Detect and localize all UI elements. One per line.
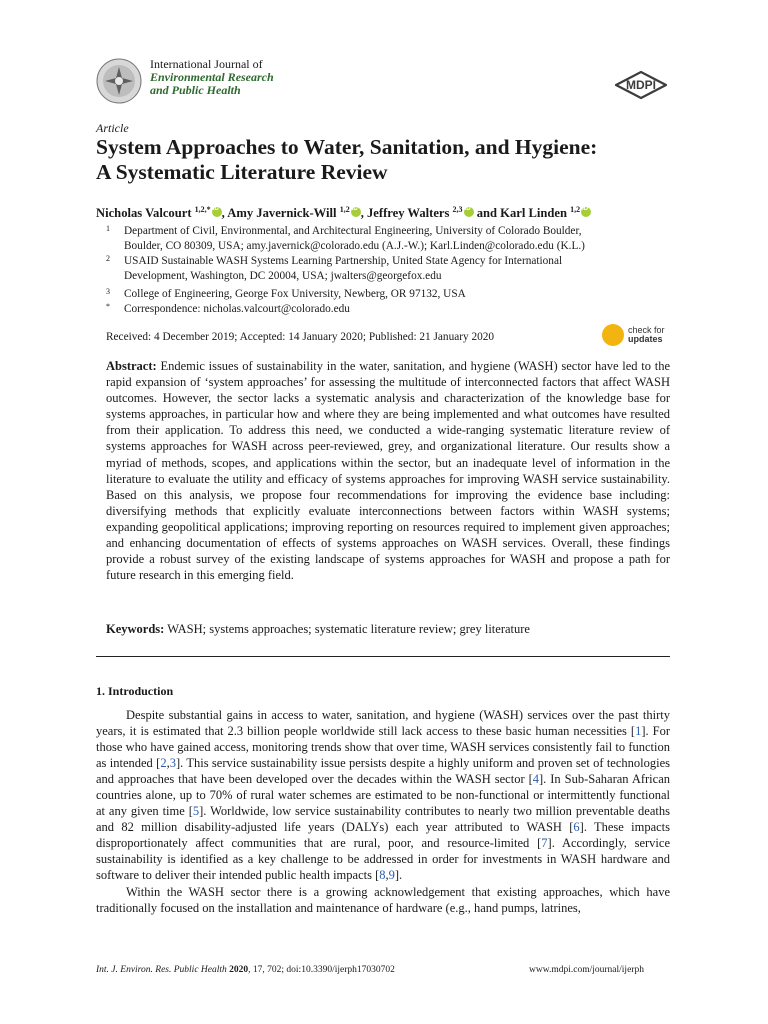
author-list: [96, 205, 591, 221]
author-name: Karl Linden: [500, 206, 571, 221]
text-run: ,: [385, 868, 389, 883]
citation-link[interactable]: 7: [541, 836, 548, 851]
affiliation-line: Boulder, CO 80309, USA; amy.javernick@colorado.edu (A.J.-W.); Karl.Linden@colorado.edu (K.L.): [124, 240, 585, 252]
text-run: Despite substantial gains in access to water, sanitation, and hygiene (WASH) services over the past thirty years, it is estimated that 2.3 billion people worldwide still lack access to these basic human necessities [: [96, 708, 670, 739]
text-run: ,: [166, 756, 170, 771]
author-name: Jeffrey Walters: [366, 206, 453, 221]
journal-name-line1: International Journal of: [150, 57, 263, 71]
citation-link[interactable]: 3: [169, 756, 176, 771]
body-paragraph: [96, 884, 670, 916]
affiliation-line: USAID Sustainable WASH Systems Learning Partnership, United State Agency for International: [124, 255, 563, 267]
check-updates-line1: check for: [628, 325, 665, 335]
mdpi-logo: [612, 70, 670, 100]
journal-logo: [96, 58, 142, 104]
orcid-icon[interactable]: [351, 207, 361, 217]
publication-dates: Received: 4 December 2019; Accepted: 14 January 2020; Published: 21 January 2020: [106, 331, 495, 343]
author-affiliation-mark: 1,2,*: [194, 205, 211, 214]
affiliation-number: 3: [106, 287, 110, 296]
journal-name-line2: Environmental Research: [150, 70, 274, 84]
journal-name-line3: and Public Health: [150, 83, 241, 97]
citation-link[interactable]: 1: [635, 724, 642, 739]
affiliation-text: [124, 302, 684, 317]
affiliation-number: 2: [106, 254, 110, 263]
citation-link[interactable]: 4: [532, 772, 539, 787]
affiliation-number: 1: [106, 224, 110, 233]
affiliation-line: Development, Washington, DC 20004, USA; jwalters@georgefox.edu: [124, 270, 442, 282]
orcid-icon[interactable]: [581, 207, 591, 217]
footer-journal: Int. J. Environ. Res. Public Health: [96, 965, 227, 975]
text-run: ]. Worldwide, low service sustainability contributes to nearly two million preventable deaths and 82 million disability-adjusted life years (DALYs) each year attributed to WASH [: [96, 804, 670, 835]
citation-link[interactable]: 8: [379, 868, 386, 883]
orcid-icon[interactable]: [212, 207, 222, 217]
affiliation-text: [124, 224, 684, 254]
article-title: [96, 135, 696, 184]
text-run: ]. These impacts disproportionately affect communities that are rural, poor, and resource-limited [: [96, 820, 670, 851]
author-affiliation-mark: 1,2: [339, 205, 350, 214]
affiliation-line: Correspondence: nicholas.valcourt@colorado.edu: [124, 303, 350, 315]
citation-link[interactable]: 2: [160, 756, 167, 771]
citation-link[interactable]: 9: [388, 868, 395, 883]
affiliation-line: College of Engineering, George Fox University, Newberg, OR 97132, USA: [124, 288, 466, 300]
check-updates-icon: [602, 324, 624, 346]
author-affiliation-mark: 2,3: [452, 205, 463, 214]
abstract: [106, 358, 670, 583]
text-run: ]. This service sustainability issue persists despite a highly uniform and proven set of technologies and approaches that have been developed over the decades within the WASH sector [: [96, 756, 670, 787]
section-divider: [96, 656, 670, 657]
check-updates-line2: updates: [628, 334, 663, 344]
article-type: Article: [96, 121, 129, 135]
article-title-line1: System Approaches to Water, Sanitation, and Hygiene:: [96, 135, 598, 159]
text-run: ]. For those who have gained access, monitoring trends show that over time, WASH services consistently fail to function as intended [: [96, 724, 671, 771]
text-run: ].: [394, 868, 403, 883]
affiliation-text: [124, 287, 684, 302]
keywords-label: Keywords:: [106, 622, 165, 636]
text-run: ]. Accordingly, service sustainability is identified as a key challenge to be addressed in order for investments in WASH hardware and software to deliver their intended public health impacts [: [96, 836, 670, 883]
footer-citation: [96, 965, 395, 975]
article-title-line2: A Systematic Literature Review: [96, 159, 388, 184]
keywords: [106, 622, 670, 637]
author-separator: and: [473, 206, 501, 221]
author-separator: ,: [221, 206, 228, 221]
keywords-text: WASH; systems approaches; systematic literature review; grey literature: [167, 622, 530, 636]
footer-url[interactable]: www.mdpi.com/journal/ijerph: [529, 965, 644, 975]
author-separator: ,: [360, 206, 367, 221]
citation-link[interactable]: 6: [573, 820, 580, 835]
body-paragraph: [96, 707, 670, 884]
affiliation-text: [124, 254, 684, 284]
footer-doi: , 17, 702; doi:10.3390/ijerph17030702: [248, 965, 395, 975]
body-text: [96, 707, 670, 916]
text-run: ]. In Sub-Saharan African countries alone, up to 70% of rural water schemes are estimated to be non-functional or intermittently functional at any given time [: [96, 772, 670, 819]
text-run: Within the WASH sector there is a growing acknowledgement that existing approaches, which have traditionally focused on the installation and maintenance of hardware (e.g., hand pumps, latrines,: [96, 884, 670, 915]
svg-text:MDPI: MDPI: [626, 78, 656, 92]
author-name: Amy Javernick-Will: [227, 206, 340, 221]
footer-year: 2020: [229, 965, 249, 975]
section-heading: 1. Introduction: [96, 684, 174, 698]
affiliation-number: *: [106, 302, 110, 311]
check-for-updates-button[interactable]: [602, 324, 672, 348]
abstract-label: Abstract:: [106, 359, 157, 373]
author-affiliation-mark: 1,2: [570, 205, 581, 214]
author-name: Nicholas Valcourt: [96, 206, 195, 221]
journal-name: [150, 58, 274, 97]
citation-link[interactable]: 5: [192, 804, 200, 819]
orcid-icon[interactable]: [464, 207, 474, 217]
affiliation-line: Department of Civil, Environmental, and Architectural Engineering, University of Colorado Boulder,: [124, 225, 582, 237]
abstract-text: Endemic issues of sustainability in the water, sanitation, and hygiene (WASH) sector have led to the rapid expansion of ‘system approaches’ for assessing the multitude of interconnected factors that affect WASH outcomes. However, the sector lacks a systematic analysis and characterization of the knowledge base for systems approaches, in particular how and where they are being implemented and what outcomes have resulted from their application. To address this need, we conducted a wide-ranging systematic literature review of systems approaches for WASH across peer-reviewed, grey, and organizational literature. Our results show a myriad of methods, scopes, and applications within the sector, but an inadequate level of information in the literature to evaluate the utility and efficacy of systems approaches for improving WASH service sustainability. Based on this analysis, we propose four recommendations for improving the evidence base including: diversifying methods that explicitly evaluate interconnections between factors within WASH systems; expanding geopolitical applications; improving reporting on resources required to implement given approaches; and enhancing documentation of effects of systems approaches on WASH services. Overall, these findings provide a robust survey of the existing landscape of systems approaches for WASH and propose a path for future research in this emerging field.: [106, 359, 671, 583]
